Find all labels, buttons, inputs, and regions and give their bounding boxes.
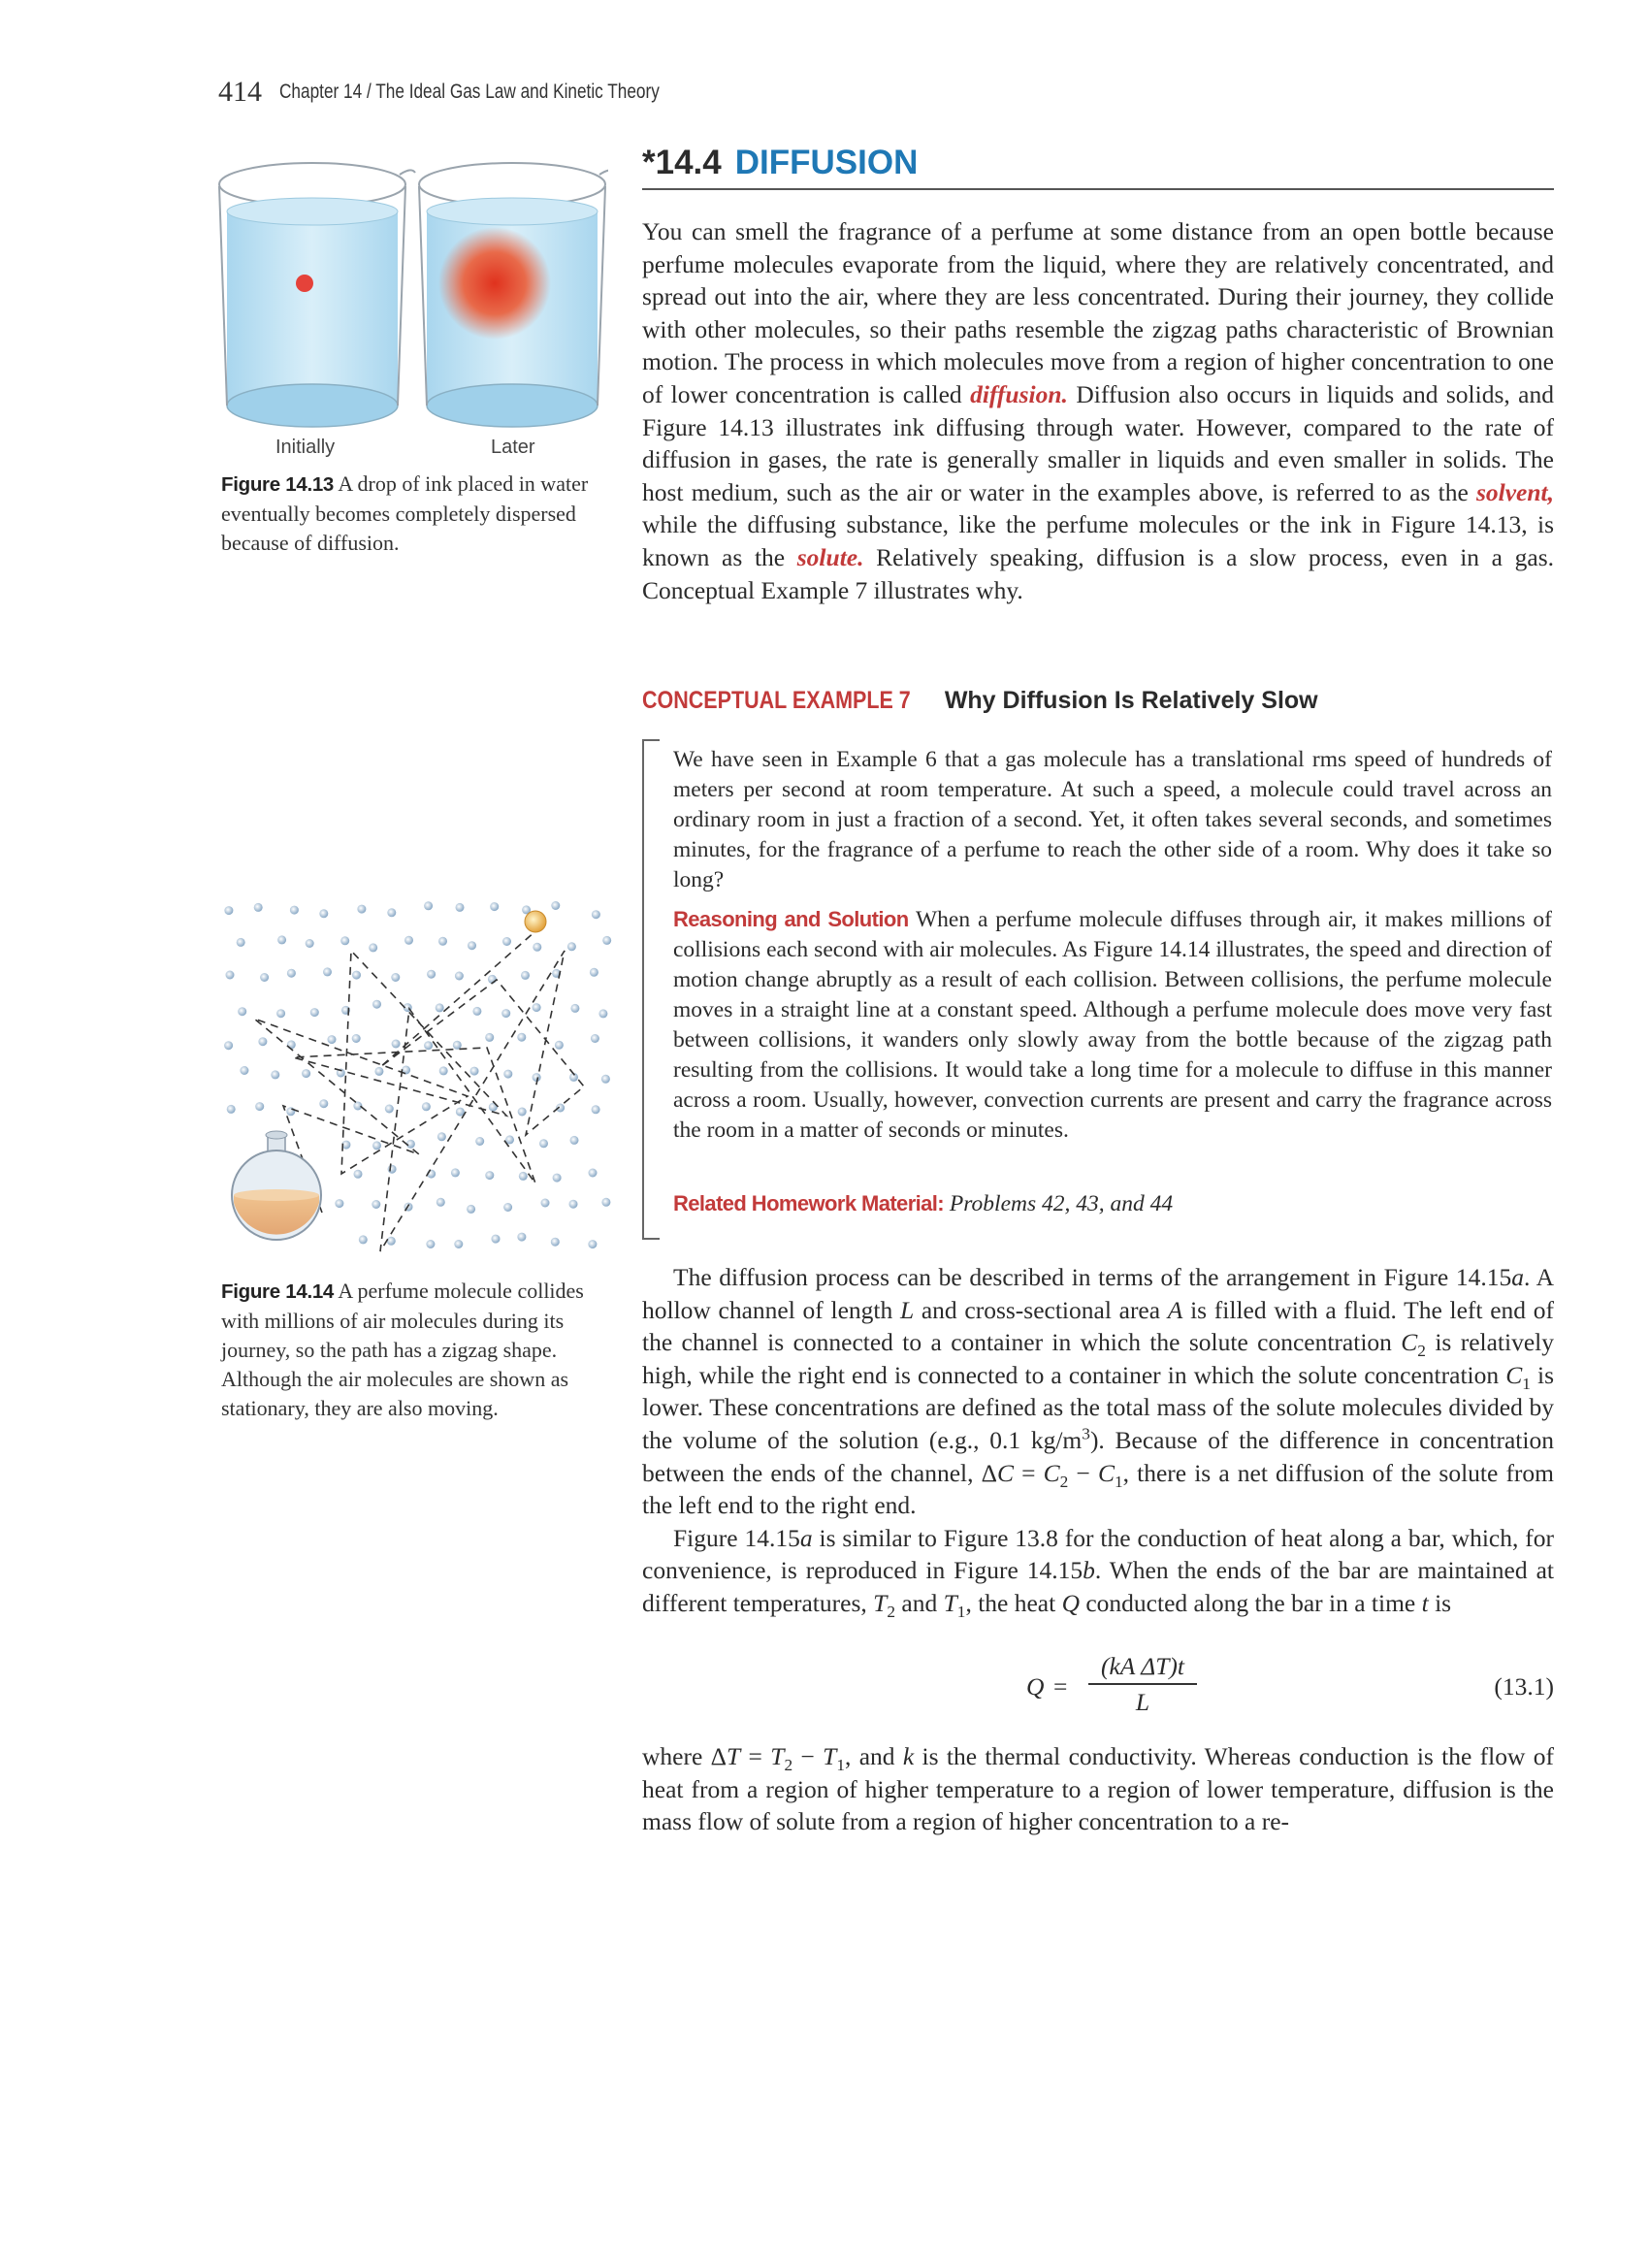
sub-1b: 1: [1114, 1472, 1123, 1491]
air-molecule: [237, 938, 245, 947]
air-molecule: [310, 1008, 319, 1017]
sub-2: 2: [1417, 1342, 1426, 1361]
air-molecule: [517, 1033, 526, 1042]
air-molecule: [426, 1240, 435, 1248]
air-molecule: [570, 1136, 579, 1145]
intro-text-4: Relatively speaking, diffusion is a slow process, even in a gas. Conceptual Example 7 illustrates why.: [642, 542, 1554, 604]
heat-text-2: is similar to Figure 13.8 for the conduction of heat along a bar, which, for convenience, is reproduced in Figure 14.15: [642, 1523, 1554, 1585]
air-molecule: [323, 967, 332, 976]
air-molecule: [372, 1141, 381, 1150]
air-molecule: [502, 937, 511, 946]
air-molecule: [601, 1198, 610, 1207]
equation-lhs: Q: [1026, 1672, 1045, 1701]
air-molecule: [276, 1009, 285, 1018]
air-molecule: [319, 1099, 328, 1108]
air-molecule: [569, 1200, 578, 1209]
air-molecule: [485, 1033, 494, 1042]
air-molecule: [392, 1040, 401, 1049]
sub-2b: 2: [1059, 1472, 1069, 1491]
air-molecule: [260, 973, 269, 982]
label-later: Later: [491, 437, 535, 458]
perfume-molecule: [525, 911, 546, 932]
air-molecule: [258, 1037, 267, 1046]
var-T1-final: T: [823, 1742, 837, 1770]
air-molecule: [277, 935, 286, 944]
air-molecule: [517, 1233, 526, 1242]
air-molecule: [492, 1235, 501, 1244]
air-molecule: [467, 1205, 475, 1214]
heat-fig-a: a: [799, 1523, 813, 1552]
related-homework: [673, 1191, 1552, 1217]
example-bracket: [642, 739, 660, 1240]
channel-text-7: ). Because of the difference in concentration between the ends of the channel, Δ: [642, 1425, 1554, 1487]
air-molecule: [503, 1203, 512, 1212]
air-molecule: [404, 936, 413, 945]
air-molecule: [388, 1165, 397, 1174]
final-minus: −: [792, 1742, 824, 1770]
air-molecule: [319, 909, 328, 918]
air-molecule: [468, 941, 476, 950]
var-t: t: [1421, 1588, 1429, 1617]
var-Q: Q: [1061, 1588, 1080, 1617]
sub-T2: 2: [887, 1603, 895, 1622]
final-text-3: , and: [845, 1742, 903, 1770]
air-molecule: [590, 968, 598, 977]
equation-numerator: (kA ΔT)t: [1100, 1652, 1185, 1680]
air-molecule: [533, 943, 541, 952]
air-molecule: [226, 971, 235, 980]
channel-text-4: is filled with a fluid. The left end of the channel is connected to a container in which the solute concentration: [642, 1295, 1554, 1357]
ink-drop: [296, 275, 313, 292]
channel-text-6: is lower. These concentrations are defined as the total mass of the solute molecules divided by the volume of the solution (e.g., 0.1 kg/m: [642, 1360, 1554, 1454]
var-T1: T: [943, 1588, 957, 1617]
channel-equals: =: [1014, 1458, 1044, 1487]
air-molecule: [475, 1137, 484, 1146]
equation-denominator: L: [1135, 1687, 1150, 1716]
air-molecule: [490, 902, 499, 911]
air-molecule: [238, 1007, 246, 1016]
heat-text-5: , the heat: [965, 1588, 1062, 1617]
air-molecule: [519, 1172, 528, 1181]
air-molecule: [391, 973, 400, 982]
air-molecule: [453, 1041, 462, 1050]
air-molecule: [602, 936, 611, 945]
final-paragraph: [642, 1740, 1554, 1838]
air-molecule: [598, 1009, 607, 1018]
air-molecule: [437, 1132, 446, 1141]
var-T2-final: T: [770, 1742, 785, 1770]
final-text-4: is the thermal conductivity. Whereas conduction is the flow of heat from a region of higher temperature to a region of lower temperature, diffusion is the mass flow of solute from a region of higher concentration to a re-: [642, 1742, 1554, 1836]
conceptual-example-label: CONCEPTUAL EXAMPLE 7: [642, 687, 911, 714]
label-initially: Initially: [275, 437, 336, 458]
figure-14-13-text: A drop of ink placed in water eventually becomes completely dispersed because of diffusion.: [221, 471, 589, 555]
air-molecule: [352, 971, 361, 980]
air-molecule: [387, 1237, 396, 1246]
reasoning-label: Reasoning and Solution: [673, 907, 909, 931]
page-number: 414: [218, 76, 262, 108]
section-number: *14.4: [642, 144, 722, 181]
conceptual-example-heading: [642, 687, 1554, 722]
air-molecule: [567, 942, 576, 951]
air-molecule: [454, 1240, 463, 1248]
final-text-1: where Δ: [642, 1742, 728, 1770]
figure-14-13-label: Figure 14.13: [221, 473, 335, 496]
var-T2: T: [873, 1588, 888, 1617]
reasoning-text: When a perfume molecule diffuses through air, it makes millions of collisions each second with air molecules. As Figure 14.14 illustrates, the speed and direction of motion change abruptly as a result of each collision. Between collisions, the perfume molecule moves in a straight line at a constant speed. Although a perfume molecule does move very fast between collisions, it wanders only slowly away from the bottle because of the zigzag path resulting from the collisions. It would take a long time for a molecule to diffuse in this manner across a room. Usually, however, convection currents are present and carry the fragrance across the room in a matter of seconds or minutes.: [673, 907, 1553, 1143]
air-molecule: [551, 901, 560, 910]
var-A: A: [1167, 1295, 1183, 1324]
air-molecule: [436, 1198, 445, 1207]
sub-T1: 1: [956, 1603, 966, 1622]
air-molecule: [271, 1070, 279, 1079]
section-rule: [642, 188, 1554, 190]
air-molecule: [372, 1200, 380, 1209]
air-molecule: [424, 1041, 433, 1050]
example-question-text: We have seen in Example 6 that a gas molecule has a translational rms speed of hundreds of meters per second at room temperature. At such a speed, a molecule could travel across an ordinary room in just a fraction of a second. Yet, it often takes several seconds, and sometimes minutes, for the fragrance of a perfume to reach the other side of a room. Why does it take so long?: [673, 747, 1552, 892]
equation-number: (13.1): [1494, 1672, 1554, 1701]
air-molecule: [451, 1168, 460, 1177]
air-molecule: [589, 1169, 598, 1178]
air-molecule: [374, 1067, 383, 1076]
air-molecule: [592, 910, 600, 919]
air-molecule: [359, 1235, 368, 1244]
intro-text-1: You can smell the fragrance of a perfume at some distance from an open bottle because perfume molecules evaporate from the liquid, where they are relatively concentrated, and spread out into the air, where they are less concentrated. During their journey, they collide with other molecules, so their paths resemble the zigzag paths characteristic of Brownian motion. The process in which molecules move from a region of higher concentration to one of lower concentration is called: [642, 217, 1554, 408]
figure-14-14-illustration: [215, 892, 623, 1271]
channel-text-9: , there is a net diffusion of the solute from the left end to the right end.: [642, 1458, 1555, 1520]
heat-text-1: Figure 14.15: [673, 1523, 800, 1552]
var-deltaC: C: [997, 1458, 1015, 1487]
dispersed-ink: [438, 227, 551, 340]
air-molecule: [439, 1066, 448, 1075]
term-solute: solute.: [796, 542, 864, 571]
channel-text-5: is relatively high, while the right end is connected to a container in which the solute concentration: [642, 1328, 1555, 1389]
figure-14-14-text: A perfume molecule collides with millions of air molecules during its journey, so the path has a zigzag shape. Although the air molecules are shown as stationary, they are also moving.: [221, 1279, 584, 1420]
air-molecule: [592, 1105, 600, 1114]
figure-14-13-caption: [221, 470, 590, 558]
air-molecule: [287, 1040, 296, 1049]
air-molecule: [424, 901, 433, 910]
sub-1: 1: [1522, 1374, 1531, 1393]
air-molecule: [340, 936, 349, 945]
figure-14-14-caption: [221, 1277, 594, 1423]
air-molecule: [533, 1003, 541, 1012]
air-molecule: [306, 939, 314, 948]
figure-14-14-label: Figure 14.14: [221, 1280, 335, 1303]
air-molecule: [352, 1034, 361, 1043]
air-molecule: [539, 1139, 548, 1148]
channel-text-3: and cross-sectional area: [914, 1295, 1168, 1324]
air-molecule: [436, 1003, 444, 1012]
heat-fig-b: b: [1083, 1556, 1095, 1585]
section-title: DIFFUSION: [734, 144, 919, 181]
air-molecule: [385, 1105, 394, 1114]
perfume-bottle: [232, 1131, 321, 1240]
heat-text-7: is: [1428, 1588, 1452, 1617]
air-molecule: [302, 1069, 310, 1078]
channel-minus: −: [1068, 1458, 1098, 1487]
beaker-later: [419, 163, 608, 427]
conceptual-example-title: Why Diffusion Is Relatively Slow: [944, 687, 1318, 714]
fraction-bar: [1088, 1683, 1197, 1685]
air-molecule: [255, 1102, 264, 1111]
heat-text-6: conducted along the bar in a time: [1079, 1588, 1422, 1617]
air-molecule: [551, 1238, 560, 1247]
intro-text-2: Diffusion also occurs in liquids and solids, and Figure 14.13 illustrates ink diffusing through water. However, compared to the rate of diffusion in gases, the rate is generally smaller in liquids and even smaller in solids. The host medium, such as the air or water in the examples above, is referred to as the: [642, 379, 1554, 506]
var-C1: C: [1505, 1360, 1523, 1389]
air-molecule: [570, 1004, 579, 1013]
air-molecule: [427, 970, 436, 979]
heat-text-3: . When the ends of the bar are maintained at different temperatures,: [642, 1556, 1554, 1617]
var-C1b: C: [1097, 1458, 1115, 1487]
air-molecule: [387, 908, 396, 917]
air-molecule: [470, 1067, 479, 1076]
air-molecule: [455, 972, 464, 981]
equation-13-1: [642, 1651, 1554, 1729]
air-molecule: [438, 937, 447, 946]
air-molecule: [328, 1035, 337, 1044]
air-molecule: [369, 943, 377, 952]
var-deltaT: T: [727, 1742, 741, 1770]
air-molecule: [541, 1199, 550, 1208]
var-L: L: [899, 1295, 915, 1324]
air-molecule: [287, 969, 296, 978]
air-molecule: [290, 906, 299, 915]
air-molecule: [588, 1240, 597, 1248]
air-molecule: [422, 1102, 431, 1111]
equation-equals: =: [1053, 1672, 1068, 1701]
homework-label: Related Homework Material:: [673, 1191, 945, 1215]
air-molecule: [372, 1000, 381, 1009]
air-molecule: [503, 1070, 512, 1079]
final-equals: =: [740, 1742, 771, 1770]
air-molecule: [553, 1174, 562, 1183]
page-header: [218, 76, 994, 114]
term-diffusion: diffusion.: [970, 379, 1068, 408]
intro-paragraph: [642, 215, 1554, 606]
reasoning-solution: [673, 904, 1552, 1146]
air-molecule: [472, 1007, 481, 1016]
air-molecule: [521, 971, 530, 980]
air-molecule: [240, 1066, 248, 1075]
air-molecule: [224, 906, 233, 915]
air-molecule: [591, 1034, 599, 1043]
channel-text-2: . A hollow channel of length: [642, 1263, 1554, 1324]
air-molecule: [354, 1170, 363, 1179]
channel-text-1: The diffusion process can be described in terms of the arrangement in Figure 14.15: [673, 1263, 1512, 1291]
var-k: k: [902, 1742, 915, 1770]
sub-final-1: 1: [836, 1756, 846, 1775]
running-title: Chapter 14 / The Ideal Gas Law and Kinetic Theory: [279, 81, 660, 103]
air-molecule: [224, 1041, 233, 1050]
air-molecule: [227, 1105, 236, 1114]
var-C2: C: [1401, 1328, 1418, 1357]
var-C2b: C: [1043, 1458, 1060, 1487]
example-question: [673, 745, 1552, 895]
homework-text: Problems 42, 43, and 44: [949, 1191, 1174, 1216]
sub-final-2: 2: [784, 1756, 793, 1775]
air-molecule: [555, 1041, 564, 1050]
sup-3: 3: [1082, 1424, 1090, 1443]
term-solvent: solvent,: [1475, 477, 1554, 506]
channel-paragraph: [642, 1261, 1554, 1620]
heat-text-4: and: [895, 1588, 944, 1617]
air-molecule: [501, 1009, 510, 1018]
section-heading: [642, 144, 1554, 190]
air-molecule: [357, 905, 366, 914]
intro-text-3: while the diffusing substance, like the perfume molecules or the ink in Figure 14.13, is known as the: [642, 510, 1554, 571]
air-molecule: [456, 903, 465, 912]
air-molecule: [254, 903, 263, 912]
air-molecule: [286, 1107, 295, 1116]
air-molecule: [335, 1199, 343, 1208]
air-molecule: [518, 1108, 527, 1117]
channel-fig-a: a: [1511, 1263, 1524, 1291]
air-molecule: [601, 1075, 610, 1084]
beaker-initially: [219, 163, 415, 427]
air-molecule: [485, 1171, 494, 1180]
equation-fraction: [1088, 1651, 1197, 1718]
figure-14-13-illustration: [215, 155, 608, 446]
